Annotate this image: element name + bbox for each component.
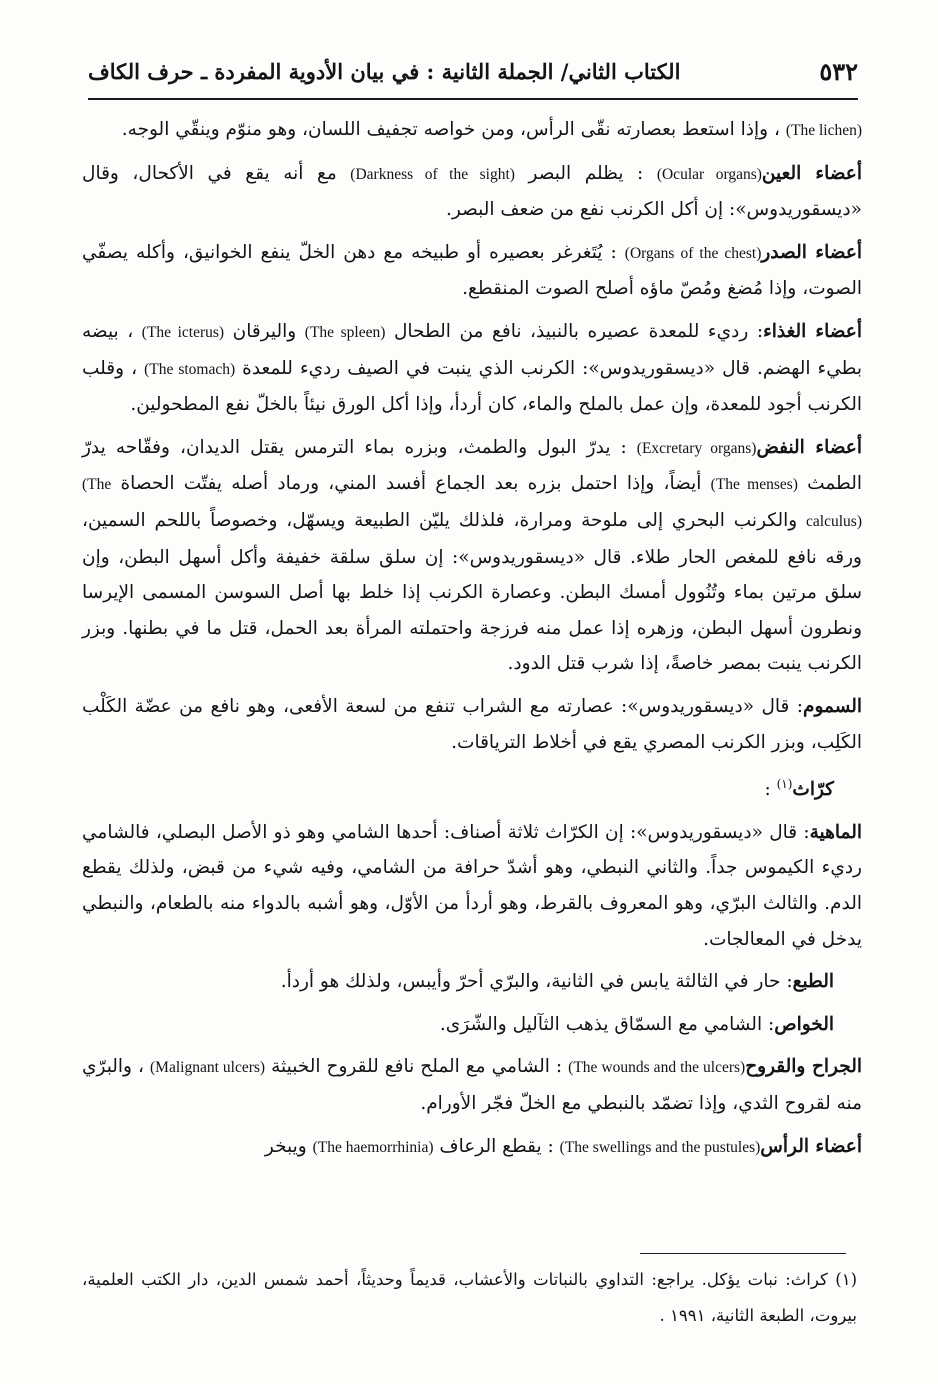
paragraph-p11 <box>82 1049 862 1121</box>
paragraph-p5 <box>82 430 862 682</box>
paragraph-p2 <box>82 156 862 228</box>
section-heading: السموم <box>803 695 862 717</box>
section-heading: أعضاء العين <box>761 162 862 184</box>
body-text: مع أنه يقع في الأكحال، وقال «ديسقوريدوس»: إن أكل الكرنب نفع من ضعف البصر. <box>82 162 862 221</box>
section-heading: الماهية <box>809 821 862 843</box>
body-text: أيضاً، وإذا احتمل بزره بعد الجماع أفسد المني، ورماد أصله يفتّت الحصاة <box>120 473 702 495</box>
latin-term: (The menses) <box>710 476 798 494</box>
body-text: : قال «ديسقوريدوس»: عصارته مع الشراب تنفع من لسعة الأفعى، وهو نافع من عضّة الكَلْب الكَلِب، وبزر الكرنب المصري يقع في أخلاط الترياقات. <box>82 695 862 753</box>
latin-term: (The swellings and the pustules) <box>559 1138 761 1156</box>
footnote-number: (١) <box>835 1270 857 1289</box>
latin-term: (Malignant ulcers) <box>150 1059 266 1077</box>
body-text: واليرقان <box>232 320 297 342</box>
section-heading: الخواص <box>774 1013 834 1035</box>
latin-term: (The calculus) <box>82 476 862 530</box>
paragraph-p6 <box>82 689 862 760</box>
body-text: ، بيضه بطيء الهضم. قال «ديسقوريدوس»: الكرنب الذي ينبت في الصيف رديء للمعدة <box>82 320 862 379</box>
latin-term: (The icterus) <box>141 323 225 341</box>
body-text: ، وقلب الكرنب أجود للمعدة، وإن عمل بالملح والماء، كان أردأ، وإذا أكل الورق نيئاً بالخلّ نفع المطحولين. <box>82 357 862 416</box>
body-text: والكرنب البحري إلى ملوحة ومرارة، فلذلك يليّن الطبيعة ويسهّل، وخصوصاً باللحم السمين، ورقه نافع للمغص الحار طلاء. قال «ديسقوريدوس»: إن سلق سلقة خفيفة وأكل أسهل البطن، وإن سلق مرتين بماء وتُنُوول أمسك البطن. وعصارة الكرنب إذا خلط بها أصل السوسن المسمى الإيرسا ونطرون أسهل البطن، وزهره إذا عمل منه فرزجة واحتملته المرأة بعد الحمل، قتل ما في بطنها. وبزر الكرنب ينبت بمصر خاصةً، إذا شرب قتل الدود. <box>82 509 862 675</box>
paragraph-p10 <box>82 1007 862 1043</box>
footnote-rule <box>640 1253 846 1254</box>
page-number: ٥٣٢ <box>819 56 858 86</box>
body-text: : يظلم البصر <box>528 162 644 184</box>
latin-term: (The haemorrhinia) <box>312 1138 434 1156</box>
running-title: الكتاب الثاني/ الجملة الثانية : في بيان الأدوية المفردة ـ حرف الكاف <box>88 58 681 84</box>
body-text: : رديء للمعدة عصيره بالنبيذ، نافع من الطحال <box>393 320 764 342</box>
body-text: : الشامي مع الملح نافع للقروح الخبيثة <box>271 1056 563 1078</box>
body-text: : يُتَغرغر بعصيره أو طبيخه مع دهن الخلّ ينفع الخوانيق، وأكله يصفّي الصوت، وإذا مُضغ ومُصّ ماؤه أصلح الصوت المنقطع. <box>82 241 862 300</box>
latin-term: (Ocular organs) <box>656 165 762 183</box>
body-text: ، وإذا استعط بعصارته نقّى الرأس، ومن خواصه تجفيف اللسان، وهو منوّم وينقّي الوجه. <box>121 119 780 140</box>
paragraph-p8 <box>82 815 862 957</box>
body-text: : يدرّ البول والطمث، وبزره بماء الترمس يقتل الديدان، وفقّاحه يدرّ الطمث <box>82 436 862 495</box>
paragraph-p1 <box>82 112 862 149</box>
section-heading: أعضاء الصدر <box>761 241 862 263</box>
paragraph-p3 <box>82 235 862 307</box>
section-heading: الجراح والقروح <box>745 1056 862 1078</box>
latin-term: (The wounds and the ulcers) <box>568 1059 746 1077</box>
latin-term: (Organs of the chest) <box>624 244 762 262</box>
section-heading: أعضاء النفض <box>756 436 862 458</box>
body-text: : حار في الثالثة يابس في الثانية، والبرّي أحرّ وأيبس، ولذلك هو أردأ. <box>280 971 793 993</box>
section-heading: أعضاء الغذاء <box>763 320 862 342</box>
latin-term: (Darkness of the sight) <box>350 165 515 183</box>
body-text: ، والبرّي منه لقروح الثدي، وإذا تضمّد بالنبطي مع الخلّ فجّر الأورام. <box>82 1056 862 1114</box>
latin-term: (Excretary organs) <box>636 439 757 457</box>
footnote <box>82 1262 857 1334</box>
latin-term: (The stomach) <box>144 360 236 378</box>
body-text: : <box>764 779 771 801</box>
section-heading: أعضاء الرأس <box>760 1135 862 1157</box>
latin-term: (The spleen) <box>304 323 386 341</box>
body-text: : قال «ديسقوريدوس»: إن الكرّاث ثلاثة أصناف: أحدها الشامي وهو ذو الأصل البصلي، فالشامي رديء الكيموس جداً. والثاني النبطي، وهو أشدّ حرافة من الشامي، وفيه شيء من قبض، ولذلك يقطع الدم. والثالث البرّي، وهو المعروف بالقرط، وهو أردأ من الأوّل، وهو أشبه بالدواء منه بالطعام، والنبطي يدخل في المعالجات. <box>82 821 862 950</box>
body-text: : الشامي مع السمّاق يذهب الثآليل والشّرَى. <box>439 1013 775 1035</box>
paragraph-p12 <box>82 1129 862 1166</box>
page-header <box>88 48 858 94</box>
paragraph-p7 <box>82 767 862 808</box>
paragraph-p9 <box>82 964 862 1000</box>
paragraph-p4 <box>82 314 862 423</box>
footnote-ref: (١) <box>776 777 793 792</box>
footnote-text: كراث: نبات يؤكل. يراجع: التداوي بالنباتات والأعشاب، قديماً وحديثاً، أحمد شمس الدين، دار الكتب العلمية، بيروت، الطبعة الثانية، ١٩٩١ . <box>82 1270 857 1325</box>
body-text: ويبخر <box>264 1135 307 1157</box>
header-rule <box>88 98 858 100</box>
body-text: : يقطع الرعاف <box>439 1135 554 1157</box>
section-heading: الطبع <box>792 971 834 993</box>
latin-term: (The lichen) <box>785 122 862 139</box>
section-heading: كرّاث <box>792 779 834 801</box>
main-text <box>82 112 862 1172</box>
